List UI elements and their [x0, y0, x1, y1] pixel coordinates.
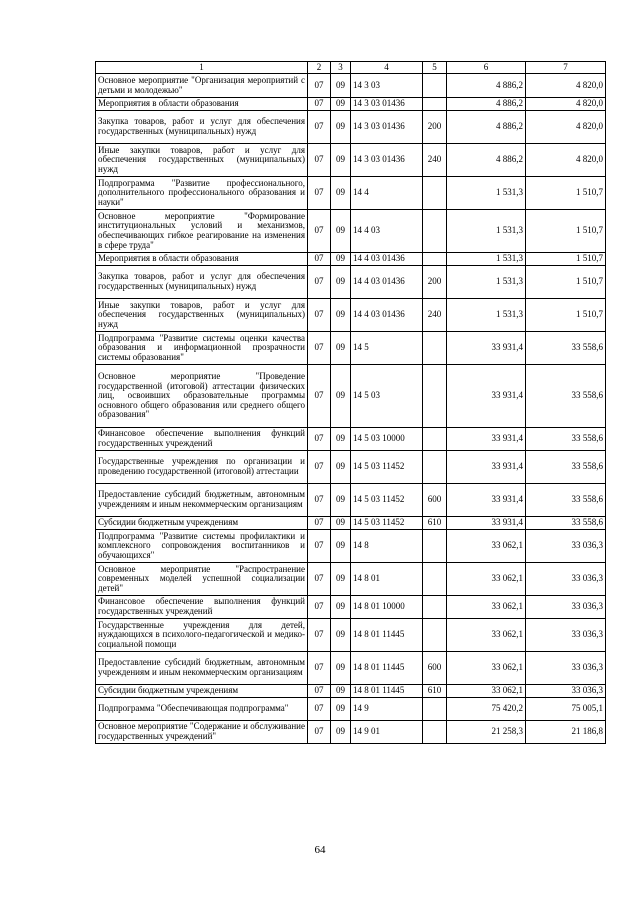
table-row: [96, 563, 606, 596]
row-target-code: 14 8 01 11445: [351, 685, 423, 698]
row-amount-year1: 33 062,1: [447, 563, 526, 596]
row-expense-type: [423, 98, 447, 111]
row-expense-type: [423, 721, 447, 744]
row-subsection: 09: [331, 596, 351, 619]
table-row: [96, 596, 606, 619]
row-expense-type: 240: [423, 299, 447, 332]
row-section: 07: [308, 652, 331, 685]
row-amount-year2: 4 820,0: [526, 98, 606, 111]
row-expense-type: [423, 210, 447, 253]
row-section: 07: [308, 698, 331, 721]
row-amount-year2: 4 820,0: [526, 144, 606, 177]
row-amount-year2: 33 558,6: [526, 484, 606, 517]
row-section: 07: [308, 721, 331, 744]
row-amount-year1: 1 531,3: [447, 210, 526, 253]
row-subsection: 09: [331, 451, 351, 484]
row-amount-year1: 33 062,1: [447, 530, 526, 563]
row-name: Основное мероприятие "Формирование институциональных условий и механизмов, обеспечивающих гибкое реагирование на изменения в сфере труда": [96, 210, 308, 253]
header-col-5: 5: [423, 62, 447, 74]
row-amount-year2: 33 036,3: [526, 619, 606, 652]
row-amount-year1: 4 886,2: [447, 98, 526, 111]
row-target-code: 14 4 03 01436: [351, 299, 423, 332]
row-amount-year2: 33 558,6: [526, 451, 606, 484]
row-section: 07: [308, 177, 331, 210]
row-name: Основное мероприятие "Организация мероприятий с детьми и молодежью": [96, 74, 308, 98]
row-name: Закупка товаров, работ и услуг для обеспечения государственных (муниципальных) нужд: [96, 111, 308, 144]
row-subsection: 09: [331, 721, 351, 744]
row-expense-type: 240: [423, 144, 447, 177]
table-row: [96, 210, 606, 253]
row-amount-year1: 33 931,4: [447, 451, 526, 484]
row-amount-year1: 33 931,4: [447, 332, 526, 365]
row-subsection: 09: [331, 698, 351, 721]
row-expense-type: [423, 365, 447, 428]
table-row: [96, 451, 606, 484]
row-amount-year2: 1 510,7: [526, 299, 606, 332]
row-expense-type: 600: [423, 484, 447, 517]
row-amount-year2: 1 510,7: [526, 210, 606, 253]
row-name: Государственные учреждения для детей, нуждающихся в психолого-педагогической и медико-социальной помощи: [96, 619, 308, 652]
table-row: [96, 299, 606, 332]
row-expense-type: 200: [423, 266, 447, 299]
row-section: 07: [308, 74, 331, 98]
row-target-code: 14 4: [351, 177, 423, 210]
row-subsection: 09: [331, 563, 351, 596]
row-target-code: 14 3 03 01436: [351, 111, 423, 144]
row-target-code: 14 5 03: [351, 365, 423, 428]
row-expense-type: [423, 451, 447, 484]
row-amount-year1: 33 062,1: [447, 652, 526, 685]
row-name: Предоставление субсидий бюджетным, автономным учреждениям и иным некоммерческим организациям: [96, 652, 308, 685]
row-name: Основное мероприятие "Распространение современных моделей успешной социализации детей": [96, 563, 308, 596]
row-subsection: 09: [331, 210, 351, 253]
row-expense-type: 610: [423, 517, 447, 530]
row-target-code: 14 9: [351, 698, 423, 721]
row-section: 07: [308, 563, 331, 596]
row-expense-type: [423, 74, 447, 98]
row-amount-year1: 1 531,3: [447, 253, 526, 266]
row-target-code: 14 3 03 01436: [351, 98, 423, 111]
table-row: [96, 484, 606, 517]
row-expense-type: [423, 177, 447, 210]
table-row: [96, 144, 606, 177]
row-name: Мероприятия в области образования: [96, 253, 308, 266]
row-target-code: 14 5: [351, 332, 423, 365]
row-subsection: 09: [331, 111, 351, 144]
row-amount-year1: 33 931,4: [447, 365, 526, 428]
row-target-code: 14 5 03 10000: [351, 428, 423, 451]
row-expense-type: 200: [423, 111, 447, 144]
row-expense-type: [423, 596, 447, 619]
row-subsection: 09: [331, 428, 351, 451]
row-amount-year1: 33 062,1: [447, 685, 526, 698]
row-amount-year1: 21 258,3: [447, 721, 526, 744]
row-subsection: 09: [331, 365, 351, 428]
table-row: [96, 266, 606, 299]
row-name: Основное мероприятие "Проведение государственной (итоговой) аттестации физических лиц, освоивших образовательные программы основного общего образования или среднего общего образования": [96, 365, 308, 428]
budget-table: [95, 61, 606, 744]
row-section: 07: [308, 530, 331, 563]
row-target-code: 14 9 01: [351, 721, 423, 744]
row-section: 07: [308, 299, 331, 332]
row-target-code: 14 3 03: [351, 74, 423, 98]
row-subsection: 09: [331, 74, 351, 98]
row-target-code: 14 3 03 01436: [351, 144, 423, 177]
table-body: [96, 74, 606, 744]
table-row: [96, 98, 606, 111]
row-target-code: 14 5 03 11452: [351, 451, 423, 484]
row-section: 07: [308, 266, 331, 299]
row-subsection: 09: [331, 619, 351, 652]
header-col-1: 1: [96, 62, 308, 74]
table-row: [96, 428, 606, 451]
table-header-row: [96, 62, 606, 74]
row-amount-year2: 1 510,7: [526, 253, 606, 266]
row-subsection: 09: [331, 98, 351, 111]
header-col-7: 7: [526, 62, 606, 74]
row-subsection: 09: [331, 685, 351, 698]
table-row: [96, 721, 606, 744]
table-row: [96, 652, 606, 685]
row-subsection: 09: [331, 332, 351, 365]
row-target-code: 14 4 03 01436: [351, 266, 423, 299]
row-subsection: 09: [331, 484, 351, 517]
table-row: [96, 177, 606, 210]
row-name: Иные закупки товаров, работ и услуг для обеспечения государственных (муниципальных) нужд: [96, 144, 308, 177]
row-name: Финансовое обеспечение выполнения функций государственных учреждений: [96, 428, 308, 451]
row-amount-year2: 33 036,3: [526, 596, 606, 619]
row-section: 07: [308, 144, 331, 177]
table-row: [96, 530, 606, 563]
row-amount-year2: 33 036,3: [526, 563, 606, 596]
row-name: Государственные учреждения по организации и проведению государственной (итоговой) аттестации: [96, 451, 308, 484]
row-amount-year2: 33 558,6: [526, 365, 606, 428]
row-name: Основное мероприятие "Содержание и обслуживание государственных учреждений": [96, 721, 308, 744]
row-name: Подпрограмма "Развитие системы профилактики и комплексного сопровождения воспитанников и обучающихся": [96, 530, 308, 563]
table-row: [96, 365, 606, 428]
row-amount-year2: 4 820,0: [526, 111, 606, 144]
row-amount-year2: 33 036,3: [526, 652, 606, 685]
row-name: Подпрограмма "Развитие системы оценки качества образования и информационной прозрачности системы образования": [96, 332, 308, 365]
row-amount-year2: 33 558,6: [526, 428, 606, 451]
row-section: 07: [308, 685, 331, 698]
row-section: 07: [308, 365, 331, 428]
row-expense-type: 600: [423, 652, 447, 685]
table-row: [96, 111, 606, 144]
row-target-code: 14 8: [351, 530, 423, 563]
row-amount-year1: 33 931,4: [447, 517, 526, 530]
table-row: [96, 253, 606, 266]
row-amount-year1: 1 531,3: [447, 266, 526, 299]
table-row: [96, 619, 606, 652]
row-amount-year1: 75 420,2: [447, 698, 526, 721]
row-expense-type: [423, 563, 447, 596]
row-name: Мероприятия в области образования: [96, 98, 308, 111]
row-amount-year1: 1 531,3: [447, 299, 526, 332]
row-target-code: 14 5 03 11452: [351, 484, 423, 517]
row-section: 07: [308, 428, 331, 451]
row-target-code: 14 8 01 11445: [351, 619, 423, 652]
header-col-3: 3: [331, 62, 351, 74]
row-name: Субсидии бюджетным учреждениям: [96, 517, 308, 530]
row-target-code: 14 4 03 01436: [351, 253, 423, 266]
row-target-code: 14 8 01 10000: [351, 596, 423, 619]
row-amount-year1: 4 886,2: [447, 74, 526, 98]
row-amount-year2: 33 558,6: [526, 332, 606, 365]
table-row: [96, 332, 606, 365]
row-name: Предоставление субсидий бюджетным, автономным учреждениям и иным некоммерческим организациям: [96, 484, 308, 517]
row-target-code: 14 4 03: [351, 210, 423, 253]
header-col-6: 6: [447, 62, 526, 74]
row-amount-year1: 33 931,4: [447, 484, 526, 517]
row-expense-type: [423, 332, 447, 365]
row-expense-type: 610: [423, 685, 447, 698]
table-row: [96, 517, 606, 530]
row-name: Подпрограмма "Обеспечивающая подпрограмма": [96, 698, 308, 721]
row-subsection: 09: [331, 177, 351, 210]
row-target-code: 14 5 03 11452: [351, 517, 423, 530]
row-expense-type: [423, 428, 447, 451]
row-section: 07: [308, 517, 331, 530]
row-expense-type: [423, 619, 447, 652]
row-name: Закупка товаров, работ и услуг для обеспечения государственных (муниципальных) нужд: [96, 266, 308, 299]
row-subsection: 09: [331, 266, 351, 299]
table-row: [96, 685, 606, 698]
row-expense-type: [423, 253, 447, 266]
row-amount-year2: 75 005,1: [526, 698, 606, 721]
row-amount-year2: 33 036,3: [526, 530, 606, 563]
table-row: [96, 74, 606, 98]
table-row: [96, 698, 606, 721]
row-name: Субсидии бюджетным учреждениям: [96, 685, 308, 698]
row-amount-year2: 1 510,7: [526, 266, 606, 299]
row-amount-year2: 33 558,6: [526, 517, 606, 530]
row-section: 07: [308, 332, 331, 365]
row-amount-year1: 33 062,1: [447, 596, 526, 619]
row-expense-type: [423, 530, 447, 563]
page-number: 64: [314, 844, 326, 856]
row-section: 07: [308, 619, 331, 652]
row-section: 07: [308, 596, 331, 619]
row-subsection: 09: [331, 530, 351, 563]
row-amount-year2: 1 510,7: [526, 177, 606, 210]
row-subsection: 09: [331, 652, 351, 685]
row-section: 07: [308, 111, 331, 144]
row-amount-year1: 4 886,2: [447, 144, 526, 177]
row-amount-year2: 4 820,0: [526, 74, 606, 98]
row-name: Подпрограмма "Развитие профессионального, дополнительного профессионального образования и науки": [96, 177, 308, 210]
row-section: 07: [308, 210, 331, 253]
row-name: Финансовое обеспечение выполнения функций государственных учреждений: [96, 596, 308, 619]
row-amount-year1: 4 886,2: [447, 111, 526, 144]
row-section: 07: [308, 484, 331, 517]
row-amount-year2: 21 186,8: [526, 721, 606, 744]
row-subsection: 09: [331, 517, 351, 530]
row-section: 07: [308, 98, 331, 111]
row-section: 07: [308, 451, 331, 484]
row-subsection: 09: [331, 144, 351, 177]
row-name: Иные закупки товаров, работ и услуг для обеспечения государственных (муниципальных) нужд: [96, 299, 308, 332]
row-subsection: 09: [331, 253, 351, 266]
row-target-code: 14 8 01 11445: [351, 652, 423, 685]
row-amount-year1: 1 531,3: [447, 177, 526, 210]
row-amount-year1: 33 062,1: [447, 619, 526, 652]
row-subsection: 09: [331, 299, 351, 332]
row-amount-year1: 33 931,4: [447, 428, 526, 451]
header-col-4: 4: [351, 62, 423, 74]
row-section: 07: [308, 253, 331, 266]
row-target-code: 14 8 01: [351, 563, 423, 596]
row-amount-year2: 33 036,3: [526, 685, 606, 698]
header-col-2: 2: [308, 62, 331, 74]
row-expense-type: [423, 698, 447, 721]
